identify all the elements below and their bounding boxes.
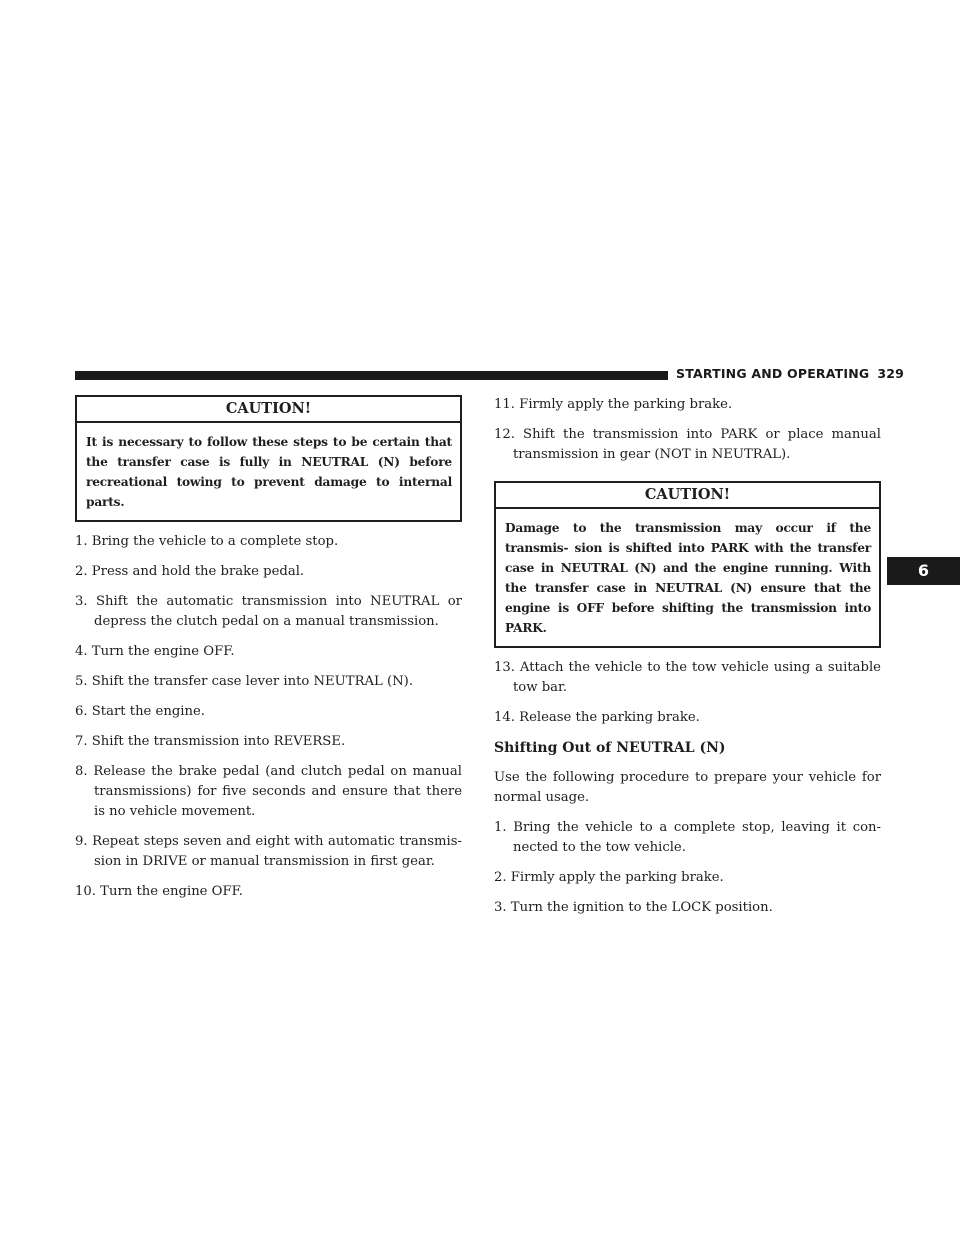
list-item: 2. Press and hold the brake pedal.	[75, 564, 305, 579]
running-header	[676, 366, 904, 381]
list-item: 4. Turn the engine OFF.	[75, 644, 235, 659]
list-item: 1. Bring the vehicle to a complete stop.	[75, 534, 339, 549]
caution-title: CAUTION!	[77, 397, 460, 423]
list-item: 3. Shift the automatic transmission into NEUTRAL or depress the clutch pedal on a manual transmission.	[75, 594, 462, 629]
caution-text: Damage to the transmission may occur if the transmis- sion is shifted into PARK with the transfer case in NEUTRAL (N) and the engine running. With the transfer case in NEUTRAL (N) ensure that the engine is OFF before shifting the transmission into PARK.	[505, 521, 871, 635]
list-item: 8. Release the brake pedal (and clutch pedal on manual transmissions) for five seconds and ensure that there is no vehicle movement.	[75, 764, 462, 819]
chapter-tab: 6	[887, 557, 960, 585]
list-item: 13. Attach the vehicle to the tow vehicle using a suitable tow bar.	[494, 660, 881, 695]
list-item: 7. Shift the transmission into REVERSE.	[75, 734, 346, 749]
right-column	[494, 395, 881, 918]
page-number: 329	[877, 366, 905, 381]
list-item: 6. Start the engine.	[75, 704, 206, 719]
list-item: 3. Turn the ignition to the LOCK position.	[494, 900, 773, 915]
list-item: 10. Turn the engine OFF.	[75, 884, 243, 899]
left-column	[75, 395, 462, 902]
caution-text: It is necessary to follow these steps to be certain that the transfer case is fully in NEUTRAL (N) before recreational towing to prevent damage to internal parts.	[86, 435, 452, 509]
list-item: 12. Shift the transmission into PARK or place manual transmission in gear (NOT in NEUTRAL).	[494, 427, 881, 462]
header-rule	[75, 371, 668, 380]
section-heading: Shifting Out of NEUTRAL (N)	[494, 740, 726, 756]
list-item: 1. Bring the vehicle to a complete stop, leaving it con- nected to the tow vehicle.	[494, 820, 881, 855]
caution-box	[75, 395, 462, 522]
list-item: 5. Shift the transfer case lever into NEUTRAL (N).	[75, 674, 414, 689]
caution-box	[494, 481, 881, 648]
list-item: 2. Firmly apply the parking brake.	[494, 870, 724, 885]
caution-title: CAUTION!	[496, 483, 879, 509]
list-item: 9. Repeat steps seven and eight with automatic transmis- sion in DRIVE or manual transmission in first gear.	[75, 834, 462, 869]
list-item: 14. Release the parking brake.	[494, 710, 700, 725]
intro-paragraph: Use the following procedure to prepare your vehicle for normal usage.	[494, 770, 881, 805]
list-item: 11. Firmly apply the parking brake.	[494, 397, 733, 412]
section-title: STARTING AND OPERATING	[676, 366, 870, 381]
